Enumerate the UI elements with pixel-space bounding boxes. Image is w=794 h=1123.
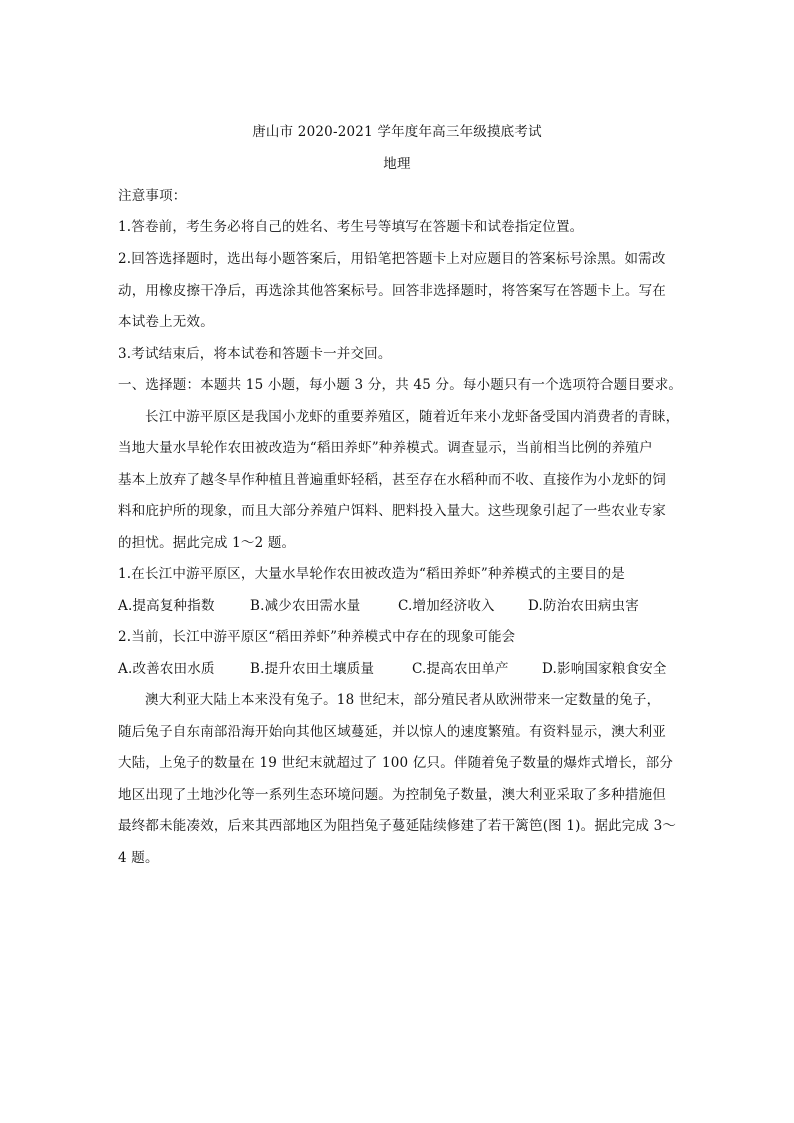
passage-1-line: 料和庇护所的现象，而且大部分养殖户饵料、肥料投入量大。这些现象引起了一些农业专家 xyxy=(118,503,666,519)
question-2-stem: 2.当前，长江中游平原区“稻田养虾”种养模式中存在的现象可能会 xyxy=(118,629,516,645)
question-1-option-b: B.减少农田需水量 xyxy=(250,598,361,614)
passage-2-line: 大陆，上兔子的数量在 19 世纪末就超过了 100 亿只。伴随着兔子数量的爆炸式增长，部分 xyxy=(118,755,674,771)
passage-2-line: 地区出现了土地沙化等一系列生态环境问题。为控制兔子数量，澳大利亚采取了多种措施但 xyxy=(118,787,666,803)
notice-item-2-line-1: 2.回答选择题时，选出每小题答案后，用铅笔把答题卡上对应题目的答案标号涂黑。如需改 xyxy=(118,251,666,267)
question-1-stem: 1.在长江中游平原区，大量水旱轮作农田被改造为“稻田养虾”种养模式的主要目的是 xyxy=(118,566,625,582)
question-2-option-c: C.提高农田单产 xyxy=(412,661,509,677)
notice-item-2-line-3: 本试卷上无效。 xyxy=(118,314,214,330)
question-2-option-b: B.提升农田土壤质量 xyxy=(250,661,375,677)
passage-2-line: 4 题。 xyxy=(118,850,159,866)
question-2-option-a: A.改善农田水质 xyxy=(118,661,215,677)
notice-heading: 注意事项： xyxy=(118,188,187,204)
notice-item-1: 1.答卷前，考生务必将自己的姓名、考生号等填写在答题卡和试卷指定位置。 xyxy=(118,219,584,235)
question-1-option-a: A.提高复种指数 xyxy=(118,598,215,614)
passage-1-line: 的担忧。据此完成 1～2 题。 xyxy=(118,535,296,551)
question-2-option-d: D.影响国家粮食安全 xyxy=(542,661,667,677)
notice-item-3: 3.考试结束后，将本试卷和答题卡一并交回。 xyxy=(118,346,392,362)
question-1-option-d: D.防治农田病虫害 xyxy=(528,598,639,614)
question-1-option-c: C.增加经济收入 xyxy=(398,598,495,614)
passage-2-line: 随后兔子自东南部沿海开始向其他区域蔓延，并以惊人的速度繁殖。有资料显示，澳大利亚 xyxy=(118,724,666,740)
subject-title: 地理 xyxy=(383,156,411,172)
notice-item-2-line-2: 动，用橡皮擦干净后，再选涂其他答案标号。回答非选择题时，将答案写在答题卡上。写在 xyxy=(118,283,666,299)
passage-1-line: 当地大量水旱轮作农田被改造为“稻田养虾”种养模式。调查显示，当前相当比例的养殖户 xyxy=(118,440,653,456)
section-1-heading: 一、选择题：本题共 15 小题，每小题 3 分，共 45 分。每小题只有一个选项符合题目要求。 xyxy=(118,377,683,393)
passage-2-line: 最终都未能凑效，后来其西部地区为阻挡兔子蔓延陆续修建了若干篱笆(图 1)。据此完成 3～ xyxy=(118,818,677,834)
passage-1-line: 基本上放弃了越冬旱作种植且普遍重虾轻稻，甚至存在水稻种而不收、直接作为小龙虾的饲 xyxy=(118,472,666,488)
exam-title: 唐山市 2020-2021 学年度年高三年级摸底考试 xyxy=(252,124,542,140)
passage-1-line: 长江中游平原区是我国小龙虾的重要养殖区，随着近年来小龙虾备受国内消费者的青睐， xyxy=(145,409,680,425)
passage-2-line: 澳大利亚大陆上本来没有兔子。18 世纪末，部分殖民者从欧洲带来一定数量的兔子， xyxy=(145,692,661,708)
